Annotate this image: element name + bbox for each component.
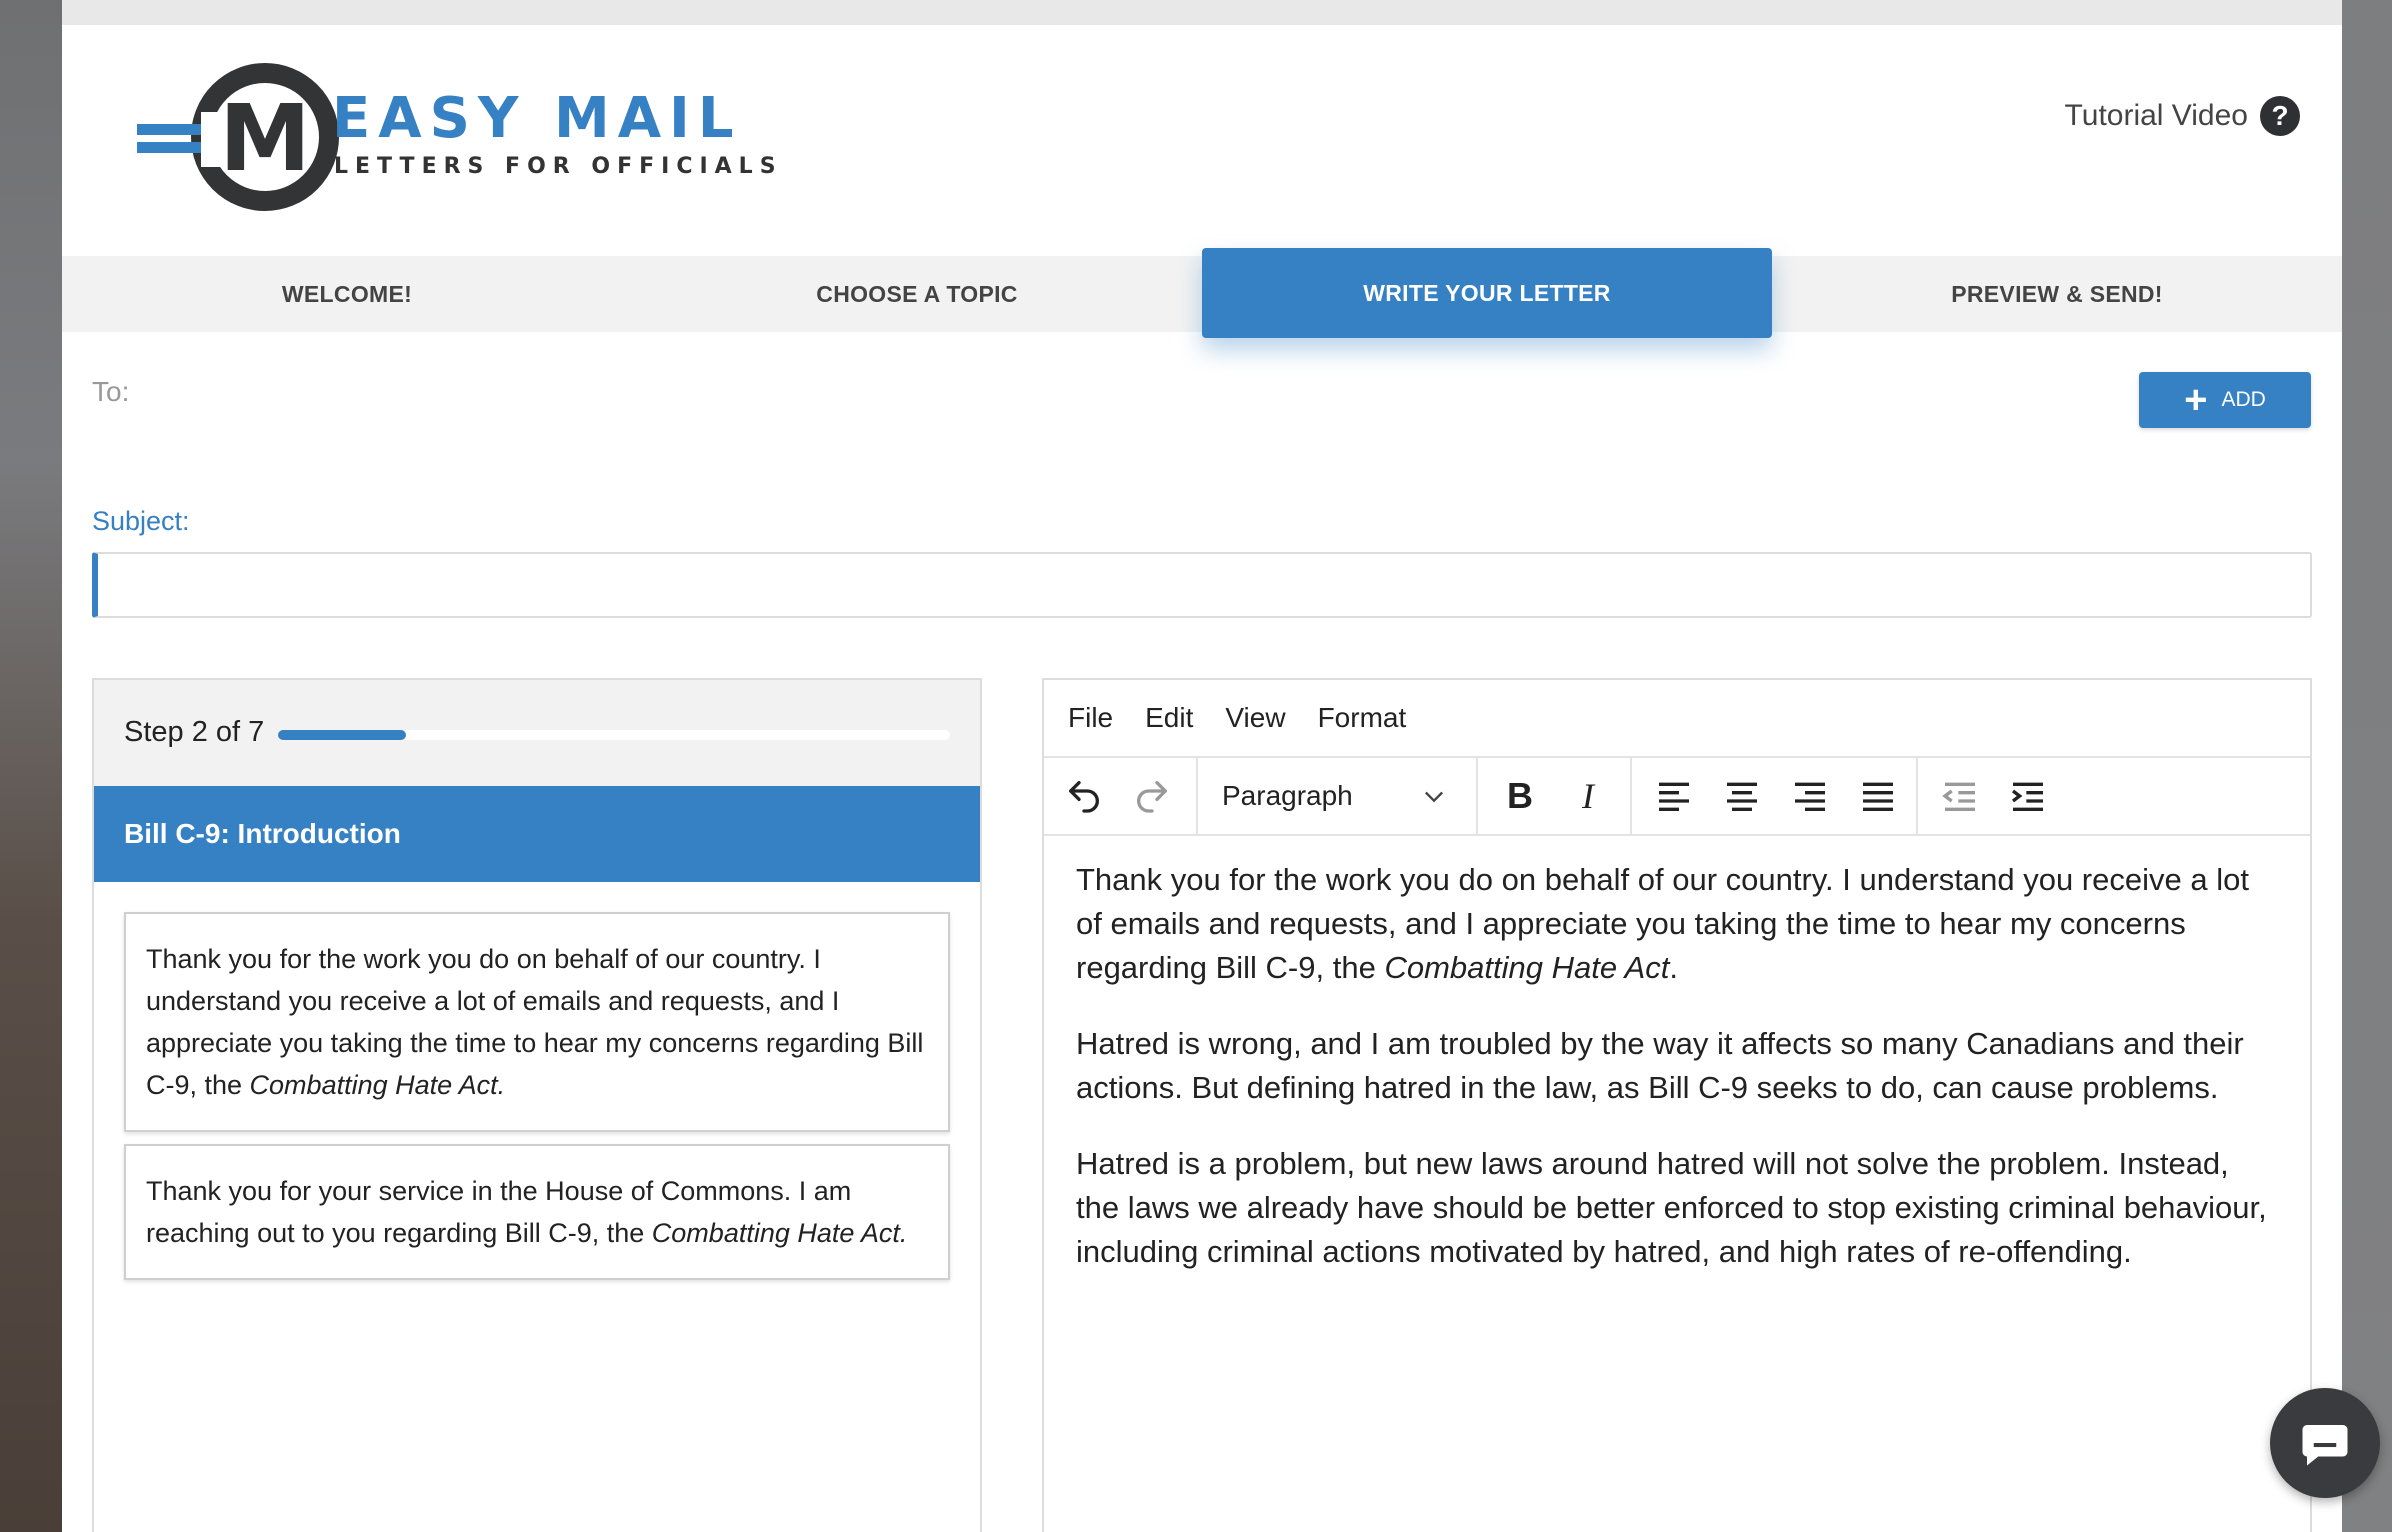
- bold-icon: B: [1507, 775, 1533, 816]
- justify-button[interactable]: [1844, 758, 1912, 834]
- tab-welcome[interactable]: WELCOME!: [281, 280, 413, 307]
- italic-icon: I: [1582, 776, 1594, 816]
- help-icon: ?: [2260, 96, 2300, 136]
- align-left-button[interactable]: [1640, 758, 1708, 834]
- option-text: Thank you for the work you do on behalf of our country. I understand you receive a lot of emails and requests, and I appreciate you taking the time to hear my concerns regarding Bill C-9, the: [146, 944, 924, 1100]
- outdent-icon: [1940, 776, 1980, 816]
- step-panel: [92, 678, 982, 1532]
- add-recipient-button[interactable]: [2139, 372, 2311, 428]
- editor-paragraph: Hatred is a problem, but new laws around hatred will not solve the problem. Instead, the laws we already have should be better enforced to stop existing criminal behaviour, including criminal actions motivated by hatred, and high rates of re-offending.: [1076, 1146, 2267, 1269]
- chat-icon: [2298, 1416, 2352, 1470]
- align-center-icon: [1722, 776, 1762, 816]
- step-counter: Step 2 of 7: [124, 716, 265, 748]
- letter-editor: [1042, 678, 2312, 1532]
- menu-file[interactable]: File: [1068, 702, 1114, 733]
- outdent-button[interactable]: [1926, 758, 1994, 834]
- option-text: Thank you for your service in the House of Commons. I am reaching out to you regarding Bill C-9, the: [146, 1176, 852, 1248]
- section-title: Bill C-9: Introduction: [94, 786, 980, 882]
- to-label: To:: [92, 376, 130, 407]
- menu-format[interactable]: Format: [1317, 702, 1407, 733]
- tab-choose-topic[interactable]: CHOOSE A TOPIC: [816, 280, 1018, 307]
- editor-content[interactable]: [1044, 836, 2310, 1274]
- block-format-value: Paragraph: [1222, 780, 1353, 811]
- undo-icon: [1064, 776, 1104, 816]
- background-right: [2342, 0, 2392, 1532]
- background-left: [0, 0, 62, 1532]
- chat-widget-button[interactable]: [2270, 1388, 2380, 1498]
- step-progress-bar: [278, 730, 950, 740]
- brand-title: EASY MAIL: [332, 86, 742, 151]
- editor-paragraph: Thank you for the work you do on behalf of our country. I understand you receive a lot of emails and requests, and I appreciate you taking the time to hear my concerns regarding Bill C-9, the Combatting Hate Act.: [1076, 862, 2249, 985]
- bold-button[interactable]: [1486, 758, 1554, 834]
- redo-icon: [1132, 776, 1172, 816]
- app-page: [62, 0, 2342, 1532]
- logo-letter: M: [219, 85, 311, 192]
- plus-icon: +: [2184, 378, 2208, 422]
- menu-edit[interactable]: Edit: [1145, 702, 1194, 733]
- option-text-italic: Combatting Hate Act.: [651, 1218, 908, 1248]
- redo-button[interactable]: [1118, 758, 1186, 834]
- add-button-label: ADD: [2221, 388, 2266, 411]
- subject-input[interactable]: [92, 552, 2312, 618]
- align-right-button[interactable]: [1776, 758, 1844, 834]
- subject-label: Subject:: [92, 506, 190, 536]
- brand-subtitle: LETTERS FOR OFFICIALS: [334, 154, 783, 179]
- paragraph-option[interactable]: [124, 1144, 950, 1280]
- menu-view[interactable]: View: [1225, 702, 1286, 733]
- step-progress-row: [94, 680, 980, 786]
- wizard-tabs: [62, 256, 2342, 332]
- tab-write-letter[interactable]: WRITE YOUR LETTER: [1202, 248, 1772, 338]
- align-left-icon: [1654, 776, 1694, 816]
- tutorial-video-label: Tutorial Video: [2064, 99, 2248, 132]
- indent-icon: [2008, 776, 2048, 816]
- top-strip: [62, 0, 2342, 25]
- tab-preview-send[interactable]: PREVIEW & SEND!: [1951, 280, 2163, 307]
- easy-mail-logo: [117, 62, 347, 212]
- tutorial-video-link[interactable]: [2065, 96, 2300, 136]
- editor-menubar: [1044, 680, 2310, 758]
- undo-button[interactable]: [1050, 758, 1118, 834]
- chevron-down-icon: [1420, 782, 1448, 810]
- align-right-icon: [1790, 776, 1830, 816]
- option-text-italic: Combatting Hate Act.: [249, 1070, 506, 1100]
- indent-button[interactable]: [1994, 758, 2062, 834]
- paragraph-option[interactable]: [124, 912, 950, 1132]
- step-progress-fill: [278, 730, 406, 740]
- italic-button[interactable]: [1554, 758, 1622, 834]
- align-center-button[interactable]: [1708, 758, 1776, 834]
- editor-toolbar: [1044, 758, 2310, 836]
- editor-paragraph: Hatred is wrong, and I am troubled by the way it affects so many Canadians and their actions. But defining hatred in the law, as Bill C-9 seeks to do, can cause problems.: [1076, 1026, 2244, 1105]
- block-format-select[interactable]: [1198, 758, 1468, 834]
- justify-icon: [1858, 776, 1898, 816]
